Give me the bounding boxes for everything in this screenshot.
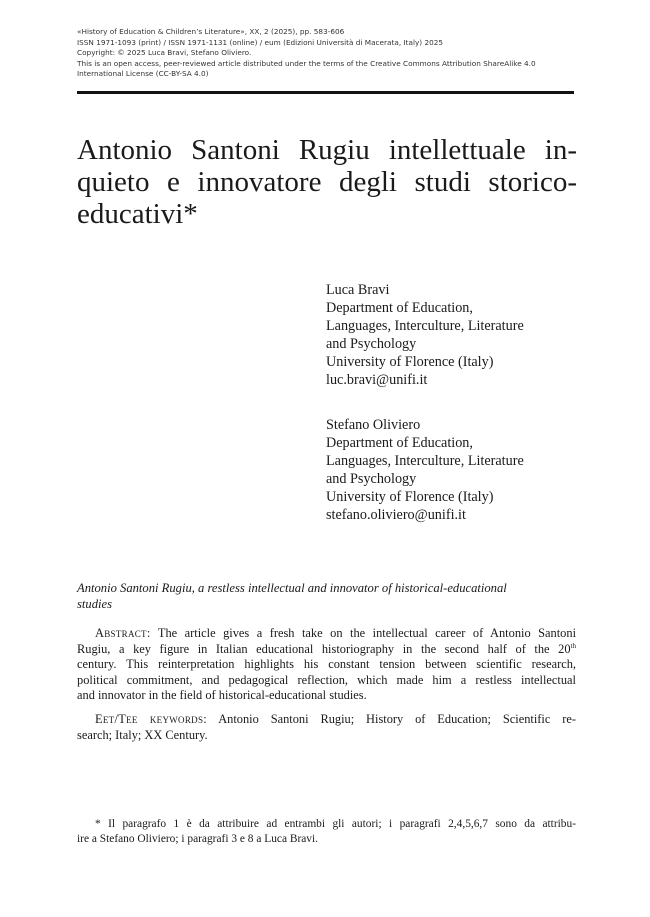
title-line: quieto e innovatore degli studi storico- [77,166,577,198]
english-title-line: studies [77,597,112,611]
author-name: Stefano Oliviero [326,417,421,433]
footnote [77,817,576,847]
author-affiliation: Department of Education, [326,300,473,316]
abstract-line: political commitment, and pedagogical reflection, which made him a restless intellectual [77,672,576,687]
header-copyright: Copyright: © 2025 Luca Bravi, Stefano Oliviero. [77,48,252,58]
author-block-oliviero [326,416,586,524]
footnote-line: ire a Stefano Oliviero; i paragrafi 3 e 8 a Luca Bravi. [77,833,318,845]
keywords-label: Eet/Tee keywords: [95,712,207,726]
author-name: Luca Bravi [326,282,390,298]
journal-header [77,27,577,80]
author-affiliation: and Psychology [326,471,417,487]
english-title [77,580,576,612]
author-affiliation: Languages, Interculture, Literature [326,318,524,334]
article-title [77,134,577,230]
abstract-text: Rugiu, a key figure in Italian educational historiography in the second half of the 20 [77,641,571,656]
footnote-line: * Il paragrafo 1 è da attribuire ad entrambi gli autori; i paragrafi 2,4,5,6,7 sono da attribu- [95,818,576,830]
keywords [77,712,576,743]
english-title-line: Antonio Santoni Rugiu, a restless intellectual and innovator of historical-educational [77,581,507,595]
abstract-line: and innovator in the field of historical-educational studies. [77,688,367,703]
author-email[interactable]: stefano.oliviero@unifi.it [326,507,466,523]
abstract [77,626,576,704]
header-divider [77,91,574,94]
header-license-line1: This is an open access, peer-reviewed article distributed under the terms of the Creative Commons Attribution ShareAlike 4.0 [77,58,536,68]
author-affiliation: and Psychology [326,336,417,352]
header-citation: «History of Education & Children’s Literature», XX, 2 (2025), pp. 583-606 [77,27,345,36]
abstract-line [77,626,576,642]
abstract-line: century. This reinterpretation highlights his constant tension between scientific research, [77,657,576,672]
abstract-text: The article gives a fresh take on the intellectual career of Antonio Santoni [157,626,577,640]
author-affiliation: Languages, Interculture, Literature [326,453,524,469]
author-affiliation: Department of Education, [326,435,473,451]
abstract-line [77,642,576,658]
keywords-line: search; Italy; XX Century. [77,727,208,742]
author-affiliation: University of Florence (Italy) [326,489,494,505]
header-license-line2: International License (CC-BY-SA 4.0) [77,69,209,79]
superscript: th [570,641,576,650]
header-issn: ISSN 1971-1093 (print) / ISSN 1971-1131 (online) / eum (Edizioni Università di Macerata, Italy) 2025 [77,37,444,47]
title-line: Antonio Santoni Rugiu intellettuale in- [77,134,577,166]
title-line: educativi* [77,198,198,230]
author-affiliation: University of Florence (Italy) [326,354,494,370]
author-block-bravi [326,281,586,389]
abstract-label: Abstract: [95,626,151,640]
keywords-line [77,712,576,728]
keywords-text: Antonio Santoni Rugiu; History of Education; Scientific re- [218,712,576,726]
author-email[interactable]: luc.bravi@unifi.it [326,372,428,388]
